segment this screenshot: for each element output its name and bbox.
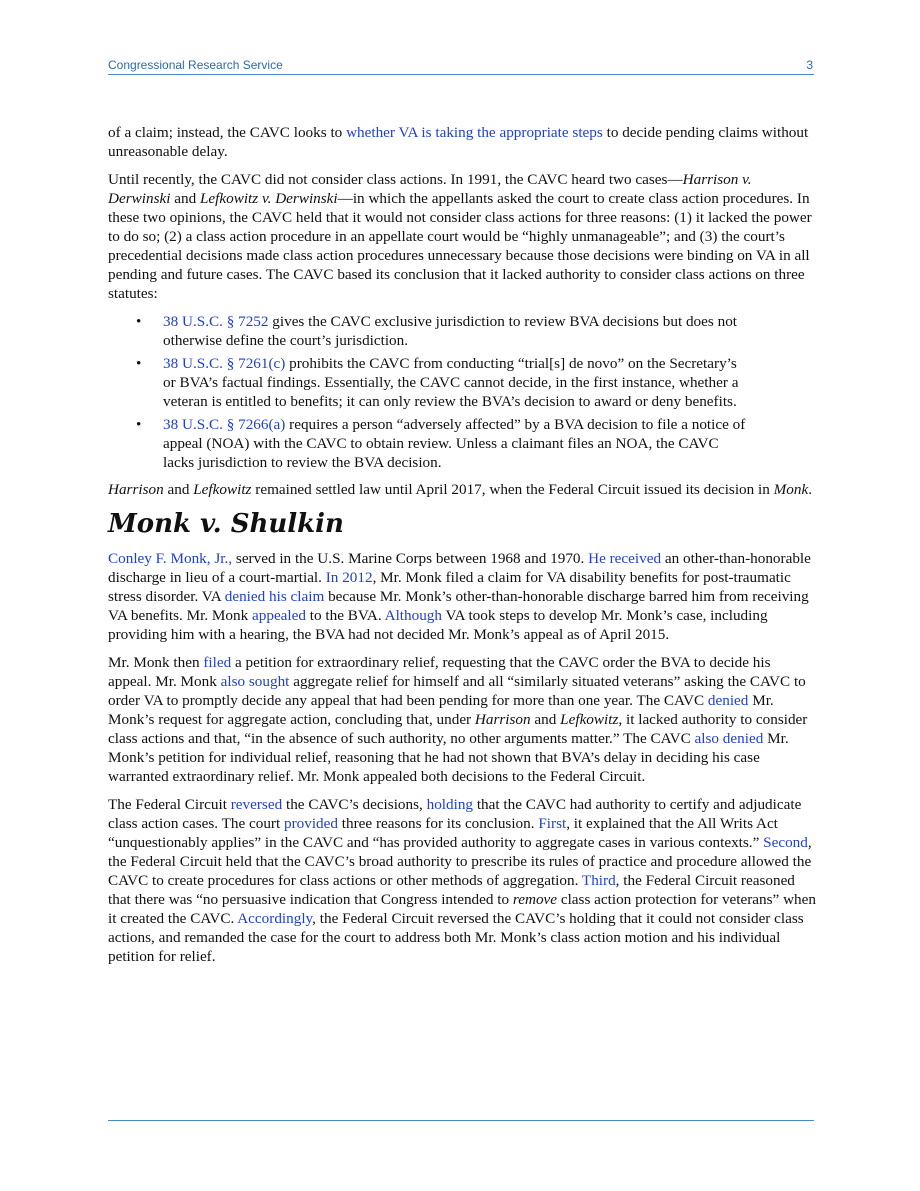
page-number: 3 [806, 58, 813, 72]
case-name: Lefkowitz [193, 481, 252, 498]
list-item [108, 354, 753, 411]
case-name: Lefkowitz [560, 711, 619, 728]
bullet-icon: • [136, 416, 142, 433]
publisher-name: Congressional Research Service [108, 58, 283, 72]
footer-divider [108, 1120, 814, 1121]
link-holding[interactable]: holding [426, 796, 474, 813]
text: The Federal Circuit [108, 796, 231, 813]
link-filed[interactable]: filed [203, 654, 232, 671]
case-name-lefkowitz: Lefkowitz v. Derwinski [199, 190, 338, 207]
header-divider [108, 74, 814, 75]
paragraph-1 [108, 123, 816, 161]
text: class action protection for veterans” when it created the CAVC. [108, 891, 816, 927]
list-item [108, 312, 753, 350]
link-first[interactable]: First [538, 815, 567, 832]
text: VA took steps to develop Mr. Monk’s case, including providing him with a hearing, the BVA had not decided Mr. Monk’s appeal as of April 2015. [108, 607, 768, 643]
link-reversed[interactable]: reversed [230, 796, 283, 813]
text: to decide pending claims without unreasonable delay. [108, 124, 809, 160]
text: that the CAVC had authority to certify and adjudicate class action cases. The court [108, 796, 802, 832]
text: a petition for extraordinary relief, requesting that the CAVC order the BVA to decide his appeal. Mr. Monk [108, 654, 771, 690]
link-in-2012[interactable]: In 2012 [325, 569, 373, 586]
paragraph-2 [108, 170, 816, 303]
paragraph-3 [108, 480, 816, 499]
text: served in the U.S. Marine Corps between 1968 and 1970. [232, 550, 589, 567]
link-statute-7261c[interactable]: 38 U.S.C. § 7261(c) [163, 355, 286, 372]
link-statute-7252[interactable]: 38 U.S.C. § 7252 [163, 313, 269, 330]
paragraph-5 [108, 653, 816, 786]
text: gives the CAVC exclusive jurisdiction to review BVA decisions but does not otherwise define the court’s jurisdiction. [163, 313, 738, 349]
link-appealed[interactable]: appealed [252, 607, 306, 624]
text: —in which the appellants asked the court to create class action procedures. In these two opinions, the CAVC held that it would not consider class actions for three reasons: (1) it lacked the power to do so; (2) a class action procedure in an appellate court would be “highly unmanageable”; and (3) the court’s precedential decisions made class action procedures unnecessary because those decisions were binding on VA in all pending and future cases. The CAVC based its conclusion that it lacked authority to consider class actions on three statutes: [108, 190, 812, 302]
text: , the Federal Circuit reversed the CAVC’s holding that it could not consider class actions, and remanded the case for the court to address both Mr. Monk’s class action motion and his individual petition for relief. [108, 910, 804, 965]
text: , the Federal Circuit reasoned that there was “no persuasive indication that Congress intended to [108, 872, 795, 908]
case-name-harrison: Harrison v. Derwinski [108, 171, 752, 207]
link-third[interactable]: Third [581, 872, 616, 889]
text: of a claim; instead, the CAVC looks to [108, 124, 347, 141]
link-provided[interactable]: provided [284, 815, 338, 832]
text: aggregate relief for himself and all “similarly situated veterans” asking the CAVC to order VA to promptly decide any appeal that had been pending for more than one year. The CAVC [108, 673, 806, 709]
text: , it lacked authority to consider class actions and that, “in the absence of such authority, no other arguments matter.” The CAVC [108, 711, 808, 747]
text: Until recently, the CAVC did not consider class actions. In 1991, the CAVC heard two cases— [108, 171, 683, 188]
list-item [108, 415, 753, 472]
text: Mr. Monk then [108, 654, 204, 671]
text: and [163, 481, 194, 498]
link-although[interactable]: Although [384, 607, 442, 624]
link-denied[interactable]: denied [707, 692, 749, 709]
case-name: Harrison [474, 711, 531, 728]
link-conley-monk[interactable]: Conley F. Monk, Jr., [108, 550, 233, 567]
text: and [170, 190, 200, 207]
bullet-icon: • [136, 355, 142, 372]
link-accordingly[interactable]: Accordingly [237, 910, 313, 927]
text: . [808, 481, 813, 498]
emphasis-remove: remove [512, 891, 558, 908]
page-header [108, 58, 813, 74]
text: Mr. Monk’s petition for individual relief, reasoning that he had not shown that BVA’s delay in deciding his case warranted extraordinary relief. Mr. Monk appealed both decisions to the Federal Circuit. [108, 730, 789, 785]
text: Mr. Monk’s request for aggregate action, concluding that, under [108, 692, 774, 728]
text: the CAVC’s decisions, [282, 796, 427, 813]
link-statute-7266a[interactable]: 38 U.S.C. § 7266(a) [163, 416, 286, 433]
link-denied-his-claim[interactable]: denied his claim [224, 588, 325, 605]
text: an other-than-honorable discharge in lieu of a court-martial. [108, 550, 811, 586]
section-heading: Monk v. Shulkin [108, 509, 344, 539]
link-second[interactable]: Second [763, 834, 808, 851]
case-name: Monk [773, 481, 809, 498]
link-appropriate-steps[interactable]: whether VA is taking the appropriate steps [346, 124, 603, 141]
text: three reasons for its conclusion. [338, 815, 539, 832]
text: because Mr. Monk’s other-than-honorable discharge barred him from receiving VA benefits. Mr. Monk [108, 588, 809, 624]
statutes-list [108, 312, 816, 472]
text: , it explained that the All Writs Act “unquestionably applies” in the CAVC and “has provided authority to aggregate cases in various contexts.” [108, 815, 778, 851]
text: , Mr. Monk filed a claim for VA disability benefits for post-traumatic stress disorder. VA [108, 569, 791, 605]
text: remained settled law until April 2017, when the Federal Circuit issued its decision in [251, 481, 774, 498]
case-name: Harrison [108, 481, 164, 498]
paragraph-6 [108, 795, 816, 966]
link-also-denied[interactable]: also denied [694, 730, 764, 747]
bullet-icon: • [136, 313, 142, 330]
link-he-received[interactable]: He received [588, 550, 662, 567]
document-body [108, 123, 816, 975]
text: prohibits the CAVC from conducting “trial[s] de novo” on the Secretary’s or BVA’s factual findings. Essentially, the CAVC cannot decide, in the first instance, whether a veteran is entitled to benefits; it can only review the BVA’s decision to award or deny benefits. [163, 355, 739, 410]
text: to the BVA. [305, 607, 385, 624]
paragraph-4 [108, 549, 816, 644]
text: and [530, 711, 561, 728]
text: requires a person “adversely affected” by a BVA decision to file a notice of appeal (NOA) with the CAVC to obtain review. Unless a claimant files an NOA, the CAVC lacks jurisdiction to review the BVA decision. [163, 416, 746, 471]
link-also-sought[interactable]: also sought [220, 673, 290, 690]
text: , the Federal Circuit held that the CAVC’s broad authority to prescribe its rules of practice and procedure allowed the CAVC to create procedures for class actions or other methods of aggregation. [108, 834, 812, 889]
